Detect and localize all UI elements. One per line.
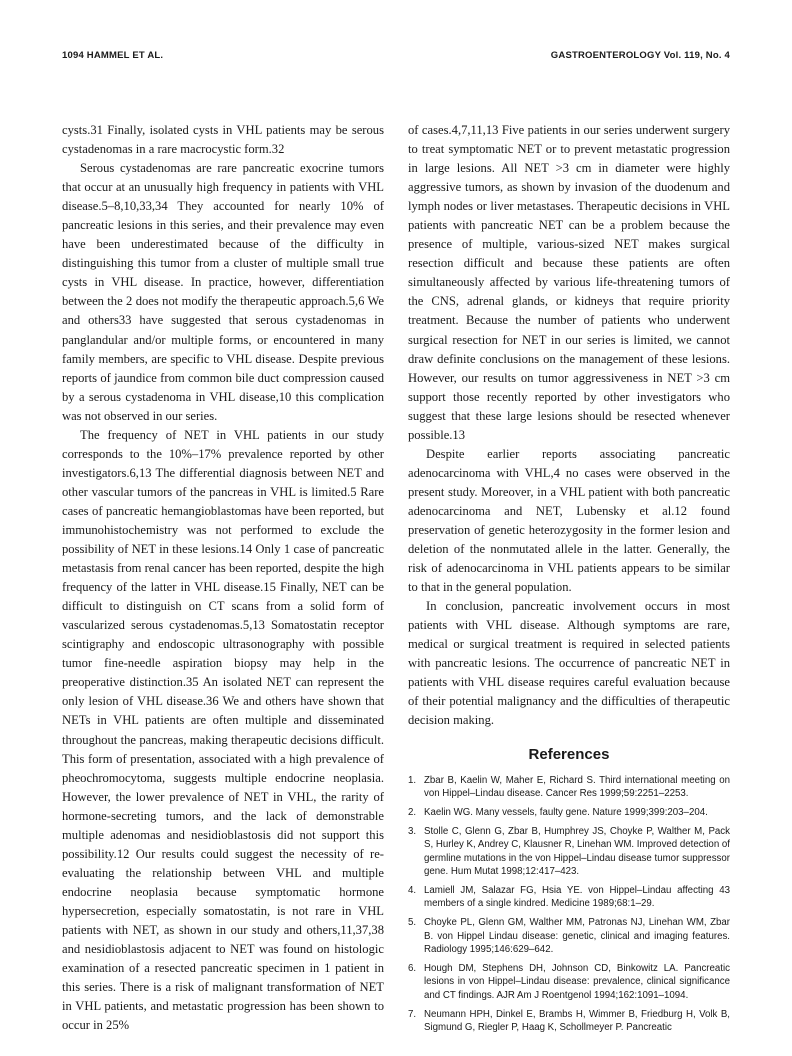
right-column [408, 121, 730, 1040]
running-head-left: 1094 HAMMEL ET AL. [62, 50, 164, 61]
body-paragraph: Serous cystadenomas are rare pancreatic exocrine tumors that occur at an unusually high frequency in patients with VHL disease.5–8,10,33,34 They accounted for nearly 10% of pancreatic lesions in this series, and their prevalence may even have been underestimated because of the difficulty in distinguishing this tumor from a cluster of multiple small true cysts in VHL disease. In practice, however, differentiation between the 2 does not modify the therapeutic approach.5,6 We and others33 have suggested that serous cystadenomas in panglandular and/or multiple forms, or encountered in many family members, are specific to VHL disease. Despite previous reports of jaundice from common bile duct compression caused by a serous cystadenoma in VHL disease,10 this complication was not observed in our series. [62, 161, 384, 423]
reference-text: Stolle C, Glenn G, Zbar B, Humphrey JS, Choyke P, Walther M, Pack S, Hurley K, Andrey C, Klausner R, Linehan WM. Improved detection of germline mutations in the von Hippel–Lindau disease tumor suppressor gene. Hum Mutat 1998;12:417–423. [424, 825, 730, 877]
reference-text: Choyke PL, Glenn GM, Walther MM, Patronas NJ, Linehan WM, Zbar B. von Hippel Lindau disease: genetic, clinical and imaging features. Radiology 1995;146:629–642. [424, 917, 730, 955]
reference-number: 1. [408, 774, 417, 786]
reference-text: Neumann HPH, Dinkel E, Brambs H, Wimmer B, Friedburg H, Volk B, Sigmund G, Riegler P, Haag K, Schollmeyer P. Pancreatic [424, 1008, 730, 1033]
running-head-right: GASTROENTEROLOGY Vol. 119, No. 4 [550, 50, 730, 61]
reference-text: Kaelin WG. Many vessels, faulty gene. Nature 1999;399:203–204. [424, 806, 708, 818]
reference-text: Lamiell JM, Salazar FG, Hsia YE. von Hippel–Lindau affecting 43 members of a single kindred. Medicine 1989;68:1–29. [424, 884, 730, 910]
body-paragraph: The frequency of NET in VHL patients in our study corresponds to the 10%–17% prevalence reported by other investigators.6,13 The differential diagnosis between NET and other vascular tumors of the pancreas in VHL is limited.5 Rare cases of pancreatic hemangioblastomas have been reported, but immunohistochemistry was not performed to exclude the possibility of NET in these lesions.14 Only 1 case of pancreatic metastasis from renal cancer has been reported, despite the high frequency of the latter in VHL disease.15 Finally, NET can be difficult to distinguish on CT scans from a solid form of vascularized serous cystadenomas.5,13 Somatostatin receptor scintigraphy and endoscopic ultrasonography with possible tumor fine-needle aspiration biopsy may help in the preoperative distinction.35 An isolated NET can represent the only lesion of VHL disease.36 We and others have shown that NETs in VHL patients are often multiple and disseminated throughout the pancreas, making therapeutic decisions difficult. This form of presentation, associated with a high prevalence of pheochromocytoma, suggests multiple endocrine neoplasia. However, the lower prevalence of NET in VHL, the rarity of hormone-secreting tumors, and the lack of demonstrable multiple adenomas and nesidioblastosis did not support this possibility.12 Our results could suggest the necessity of re-evaluating the relationship between VHL and multiple endocrine neoplasia because symptomatic hormone hypersecretion, especially somatostatin, is not rare in VHL patients with NET, as shown in our study and others,11,37,38 and nesidioblastosis adjacent to NET was found on histologic examination of a resected pancreatic specimen in 1 patient in this series. There is a risk of malignant transformation of NET in VHL patients, and metastatic progression has been shown to occur in 25% [62, 427, 384, 1033]
body-paragraph: In conclusion, pancreatic involvement occurs in most patients with VHL disease. Although symptoms are rare, medical or surgical treatment is required in selected patients with pancreatic lesions. The occurrence of pancreatic NET in patients with VHL disease requires careful evaluation because of their potential malignancy and the difficulties of therapeutic decision making. [408, 599, 730, 728]
left-column [62, 121, 384, 1035]
reference-number: 6. [408, 962, 417, 974]
reference-item [408, 806, 730, 819]
body-paragraph: Despite earlier reports associating pancreatic adenocarcinoma with VHL,4 no cases were observed in the present study. Moreover, in a VHL patient with both pancreatic adenocarcinoma and NET, Lubensky et al.12 found preservation of genetic heterozygosity in the former lesion and deletion of the nonmutated allele in the latter. Generally, the risk of adenocarcinoma in VHL patients appears to be similar to that in the general population. [408, 446, 730, 595]
body-paragraph: cysts.31 Finally, isolated cysts in VHL patients may be serous cystadenomas in a rare macrocystic form.32 [62, 123, 384, 157]
reference-number: 2. [408, 806, 417, 818]
reference-item [408, 962, 730, 1002]
reference-number: 5. [408, 917, 417, 929]
reference-number: 7. [408, 1008, 417, 1020]
reference-item [408, 884, 730, 911]
references-heading: References [528, 745, 610, 763]
reference-number: 3. [408, 825, 417, 837]
body-paragraph: of cases.4,7,11,13 Five patients in our series underwent surgery to treat symptomatic NET or to prevent metastatic progression in large lesions. All NET >3 cm in diameter were highly aggressive tumors, as shown by invasion of the duodenum and lymph nodes or liver metastases. Therapeutic decisions in VHL patients with pancreatic NET can be a problem because the presence of multiple, various-sized NET makes surgical resection difficult and because these patients are often simultaneously affected by various life-threatening tumors of the CNS, adrenal glands, or kidneys that require priority treatment. Because the number of patients who underwent surgical resection for NET in our series is limited, we cannot draw definite conclusions on the management of these lesions. However, our results on tumor aggressiveness in NET >3 cm support those recently reported by other investigators who suggest that these large lesions should be resected whenever possible.13 [408, 123, 730, 442]
reference-number: 4. [408, 884, 417, 896]
reference-text: Zbar B, Kaelin W, Maher E, Richard S. Third international meeting on von Hippel–Lindau disease. Cancer Res 1999;59:2251–2253. [424, 774, 730, 799]
reference-item [408, 1008, 730, 1035]
running-head [62, 50, 730, 64]
reference-item [408, 916, 730, 956]
reference-item [408, 825, 730, 879]
reference-list [408, 774, 730, 1035]
reference-text: Hough DM, Stephens DH, Johnson CD, Binkowitz LA. Pancreatic lesions in von Hippel–Lindau disease: prevalence, clinical significance and CT findings. AJR Am J Roentgenol 1994;162:1091–1094. [424, 962, 730, 1001]
reference-item [408, 774, 730, 801]
